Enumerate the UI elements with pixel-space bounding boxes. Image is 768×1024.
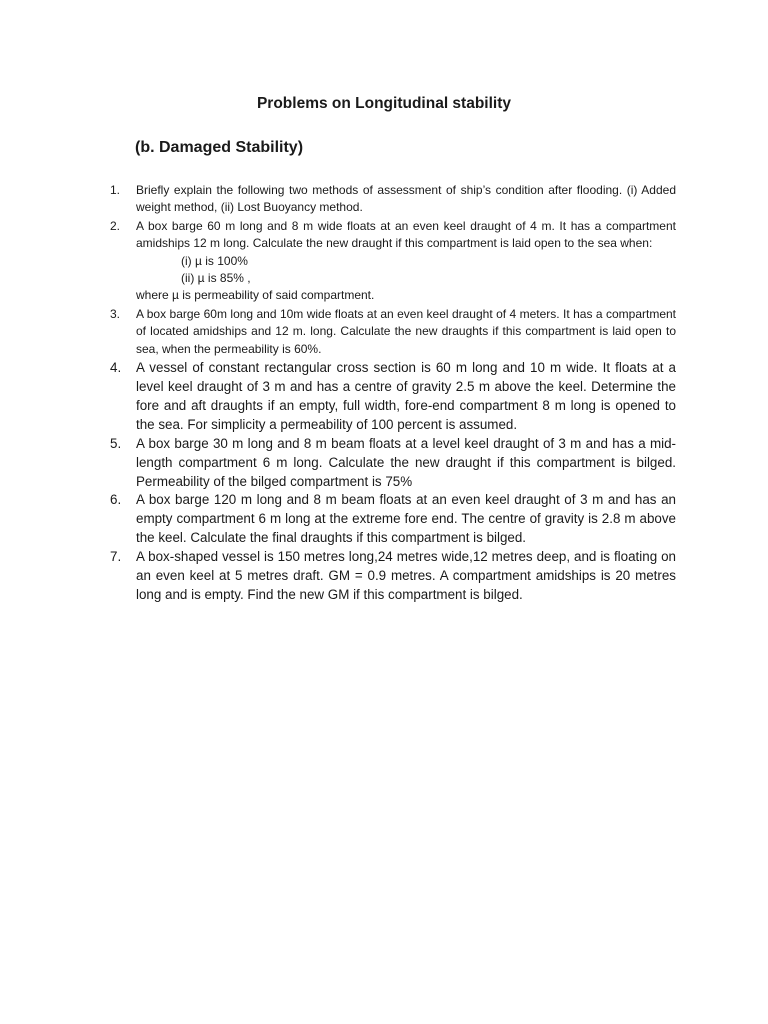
problem-number: 4. — [110, 360, 122, 376]
problem-number: 1. — [110, 183, 121, 197]
problem-list — [0, 182, 768, 605]
problem-text: A box barge 30 m long and 8 m beam floats at a level keel draught of 3 m and has a mid-length compartment 6 m long. Calculate the new draught if this compartment is bilged. Permeability of the bilged compartment is 75% — [136, 435, 676, 489]
problem-number: 6. — [110, 492, 122, 508]
problem-item — [110, 306, 676, 358]
problem-item — [110, 182, 676, 217]
problem-text: A vessel of constant rectangular cross section is 60 m long and 10 m wide. It floats at a level keel draught of 3 m and has a centre of gravity 2.5 m above the keel. Determine the fore and aft draughts if an empty, full width, fore-end compartment 8 m long is opened to the sea. For simplicity a permeability of 100 percent is assumed. — [136, 360, 676, 432]
problem-text: A box barge 60 m long and 8 m wide floats at an even keel draught of 4 m. It has a compartment amidships 12 m long. Calculate the new draught if this compartment is laid open to the sea when: — [136, 218, 676, 251]
problem-text: A box barge 60m long and 10m wide floats at an even keel draught of 4 meters. It has a compartment of located amidships and 12 m. long. Calculate the new draughts if this compartment is laid open to sea, when the permeability is 60%. — [136, 306, 676, 356]
problem-text: Briefly explain the following two methods of assessment of ship’s condition after flooding. (i) Added weight method, (ii) Lost Buoyancy method. — [136, 183, 676, 215]
problem-case: (ii) µ is 85% , — [181, 271, 251, 286]
page-title: Problems on Longitudinal stability — [256, 95, 512, 112]
problem-text: A box-shaped vessel is 150 metres long,24 metres wide,12 metres deep, and is floating on an even keel at 5 metres draft. GM = 0.9 metres. A compartment amidships is 20 metres long and is empty. Find the new GM if this compartment is bilged. — [136, 549, 676, 602]
problem-item — [110, 491, 676, 548]
problem-number: 3. — [110, 306, 121, 321]
problem-text: A box barge 120 m long and 8 m beam floats at an even keel draught of 3 m and has an empty compartment 6 m long at the extreme fore end. The centre of gravity is 2.8 m above the keel. Calculate the final draughts if this compartment is bilged. — [136, 492, 676, 546]
problem-case: (i) µ is 100% — [181, 253, 248, 268]
section-subtitle: (b. Damaged Stability) — [135, 139, 304, 156]
problem-number: 2. — [110, 218, 121, 233]
problem-item — [110, 218, 676, 288]
problem-item — [110, 435, 676, 492]
problem-note: where µ is permeability of said compartment. — [136, 288, 375, 303]
problem-note-row — [136, 287, 676, 304]
problem-item — [110, 359, 676, 435]
problem-number: 7. — [110, 549, 122, 565]
problem-item — [110, 548, 676, 605]
problem-number: 5. — [110, 435, 122, 451]
